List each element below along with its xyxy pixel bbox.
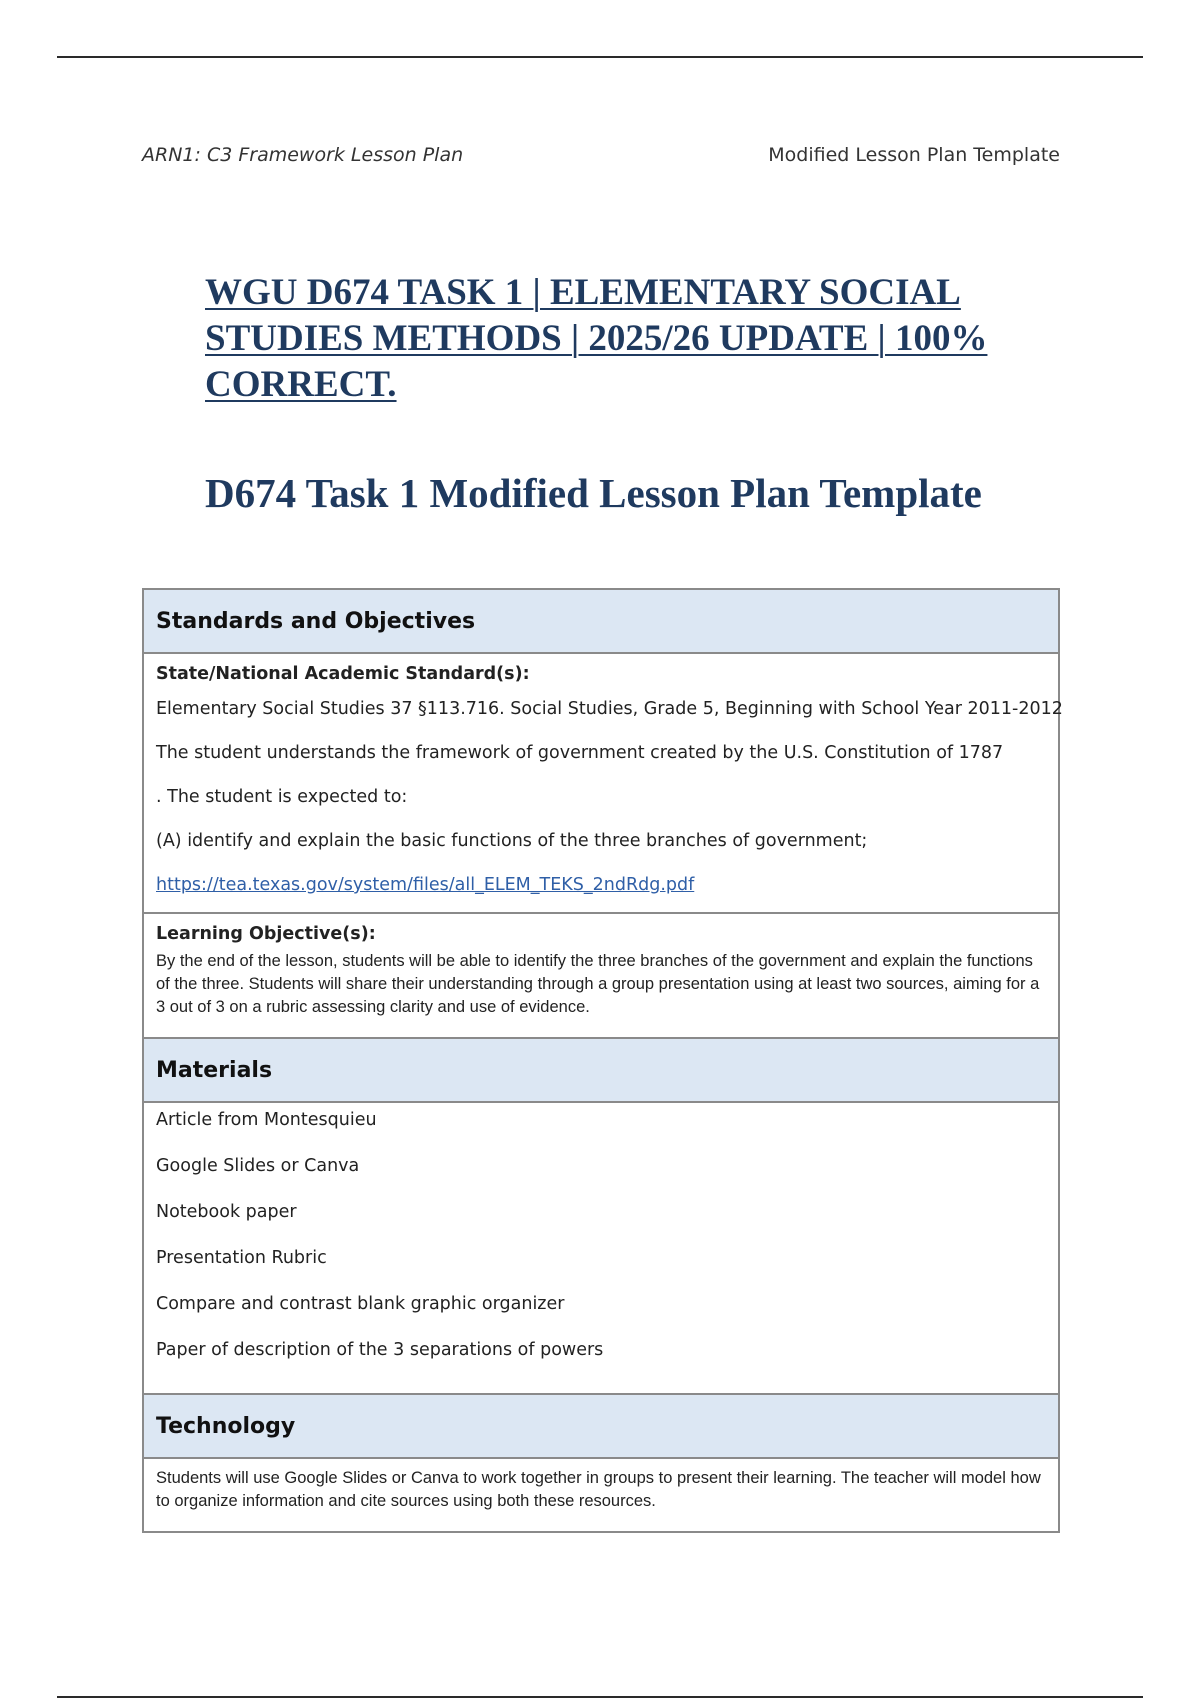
standards-cell — [144, 654, 1063, 914]
standards-section-heading: Standards and Objectives — [144, 590, 1058, 654]
technology-text: Students will use Google Slides or Canva to work together in groups to present their learning. The teacher will model how to organize information and cite sources using both these resources. — [156, 1469, 1041, 1510]
standard-line: . The student is expected to: — [156, 787, 408, 807]
learning-objective-label: Learning Objective(s): — [156, 924, 376, 944]
standard-line: (A) identify and explain the basic functions of the three branches of government; — [156, 831, 868, 851]
material-item: Presentation Rubric — [156, 1248, 327, 1268]
page-subtitle: D674 Task 1 Modified Lesson Plan Template — [205, 470, 982, 516]
objective-cell — [144, 914, 1058, 1039]
material-item: Paper of description of the 3 separations of powers — [156, 1340, 604, 1360]
standard-line: Elementary Social Studies 37 §113.716. Social Studies, Grade 5, Beginning with School Year 2011-2012 — [156, 699, 1063, 719]
standard-line: The student understands the framework of government created by the U.S. Constitution of 1787 — [156, 743, 1004, 763]
materials-section-heading: Materials — [144, 1039, 1058, 1103]
header-template-name: Modified Lesson Plan Template — [768, 144, 1060, 166]
material-item: Article from Montesquieu — [156, 1110, 377, 1130]
lesson-plan-table — [142, 588, 1063, 1533]
material-item: Google Slides or Canva — [156, 1156, 360, 1176]
standards-link[interactable]: https://tea.texas.gov/system/files/all_ELEM_TEKS_2ndRdg.pdf — [156, 875, 695, 895]
document-header — [142, 144, 1060, 170]
state-standard-label: State/National Academic Standard(s): — [156, 664, 530, 684]
material-item: Compare and contrast blank graphic organizer — [156, 1294, 565, 1314]
technology-section-heading: Technology — [144, 1395, 1058, 1459]
bottom-rule — [57, 1696, 1143, 1698]
learning-objective-text: By the end of the lesson, students will be able to identify the three branches of the government and explain the functions of the three. Students will share their understanding through a group presentation using at least two sources, aiming for a 3 out of 3 on a rubric assessing clarity and use of evidence. — [156, 952, 1040, 1016]
materials-cell — [144, 1103, 1058, 1395]
header-course-title: ARN1: C3 Framework Lesson Plan — [142, 144, 464, 166]
page-title: WGU D674 TASK 1 | ELEMENTARY SOCIAL STUDIES METHODS | 2025/26 UPDATE | 100% CORRECT. — [205, 272, 988, 405]
material-item: Notebook paper — [156, 1202, 297, 1222]
technology-cell — [144, 1459, 1058, 1531]
top-rule — [57, 56, 1143, 58]
